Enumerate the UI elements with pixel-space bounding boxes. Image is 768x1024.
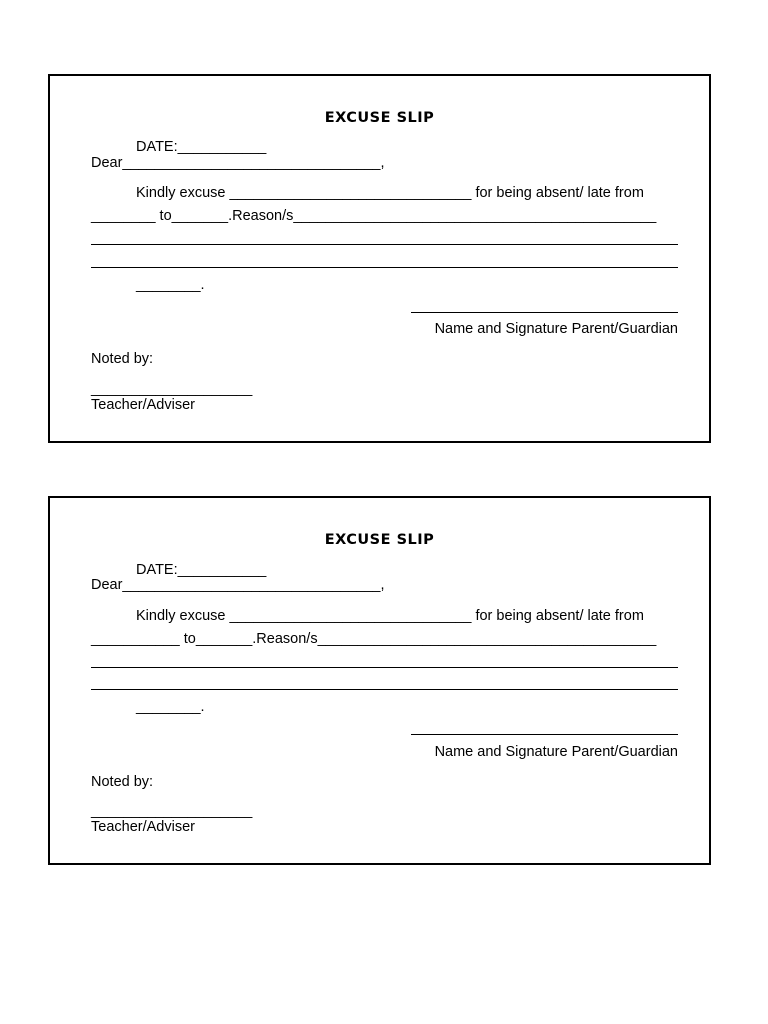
dear-line: Dear________________________________,	[91, 155, 385, 171]
teacher-label: Teacher/Adviser	[91, 819, 195, 835]
excuse-slip-1	[48, 74, 711, 443]
from-to-line: ________ to_______.Reason/s_____________________________________________	[91, 208, 657, 224]
date-line: DATE:___________	[136, 139, 267, 155]
signature-label: Name and Signature Parent/Guardian	[434, 744, 678, 760]
teacher-blank-line: ____________________	[91, 803, 253, 819]
from-to-line: ___________ to_______.Reason/s__________________________________________	[91, 631, 657, 647]
noted-by-label: Noted by:	[91, 774, 154, 790]
signature-blank-line	[411, 312, 678, 313]
excuse-slip-2	[48, 496, 711, 865]
slip-title: EXCUSE SLIP	[324, 532, 435, 548]
excuse-line: Kindly excuse ______________________________ for being absent/ late from	[136, 185, 644, 201]
dear-line: Dear________________________________,	[91, 577, 385, 593]
teacher-blank-line: ____________________	[91, 381, 253, 397]
signature-blank-line	[411, 734, 678, 735]
end-line: ________.	[136, 277, 205, 293]
reason-blank-line-2	[91, 267, 678, 268]
date-line: DATE:___________	[136, 562, 267, 578]
teacher-label: Teacher/Adviser	[91, 397, 195, 413]
noted-by-label: Noted by:	[91, 351, 154, 367]
end-line: ________.	[136, 699, 205, 715]
reason-blank-line-1	[91, 244, 678, 245]
slip-title: EXCUSE SLIP	[324, 110, 435, 126]
reason-blank-line-2	[91, 689, 678, 690]
reason-blank-line-1	[91, 667, 678, 668]
signature-label: Name and Signature Parent/Guardian	[434, 321, 678, 337]
excuse-line: Kindly excuse ______________________________ for being absent/ late from	[136, 608, 644, 624]
